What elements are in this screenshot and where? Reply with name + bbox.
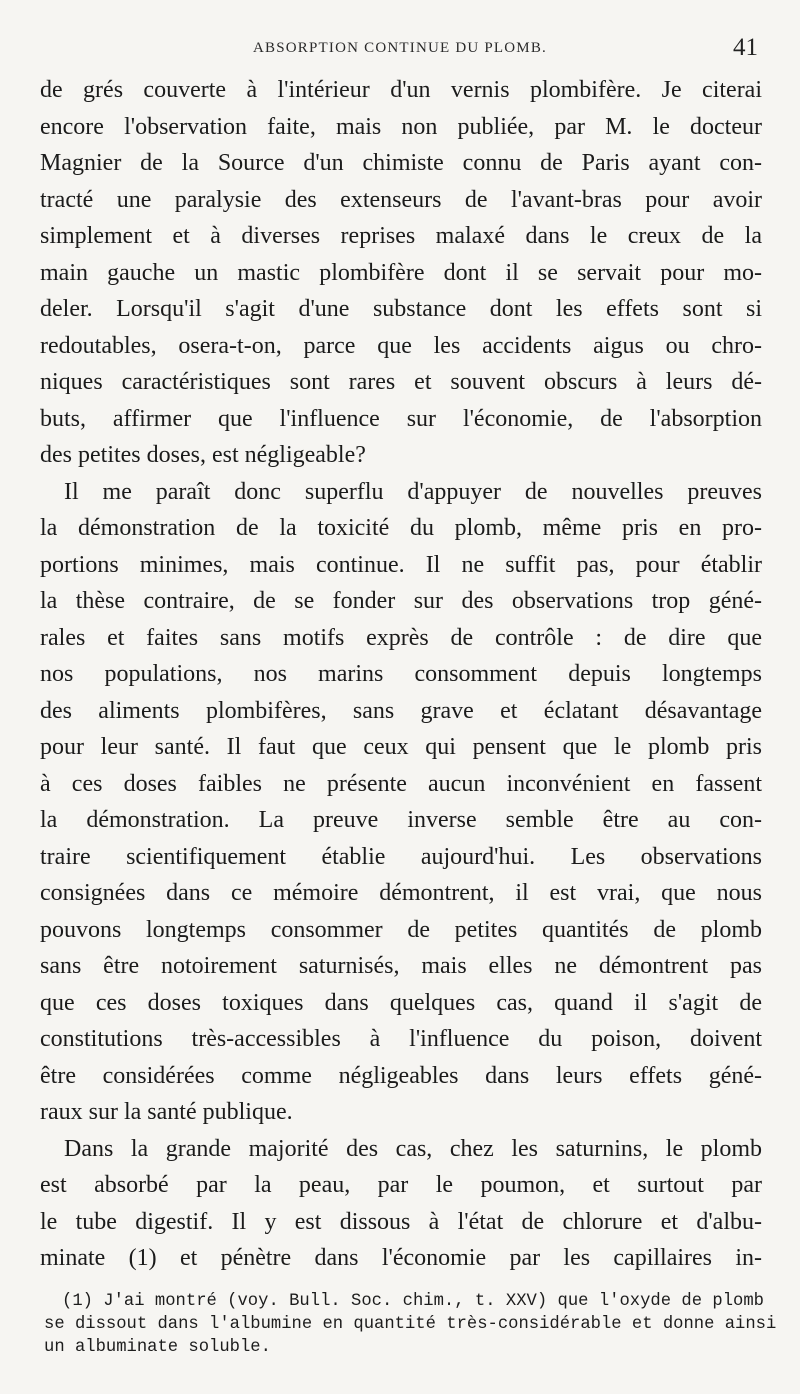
page-number: 41 [733,34,758,61]
text-line: des aliments plombifères, sans grave et éclatant désavantage [40,697,762,724]
text-line: la démonstration. La preuve inverse semble être au con- [40,807,762,833]
text-line: traire scientifiquement établie aujourd'hui. Les observations [40,843,762,870]
text-line: tracté une paralysie des extenseurs de l'avant-bras pour avoir [40,186,762,213]
paragraph [40,1131,762,1277]
text-line: des petites doses, est négligeable? [40,442,366,468]
text-line: à ces doses faibles ne présente aucun inconvénient en fassent [40,770,762,797]
footnote-line: un albuminate soluble. [44,1338,271,1357]
text-line: encore l'observation faite, mais non publiée, par M. le docteur [40,113,762,140]
text-line: la démonstration de la toxicité du plomb, même pris en pro- [40,515,762,541]
text-line: minate (1) et pénètre dans l'économie par les capillaires in- [40,1245,762,1271]
text-line: nos populations, nos marins consomment depuis longtemps [40,661,762,687]
text-line: le tube digestif. Il y est dissous à l'état de chlorure et d'albu- [40,1208,762,1235]
text-line: consignées dans ce mémoire démontrent, il est vrai, que nous [40,880,762,906]
text-line: buts, affirmer que l'influence sur l'économie, de l'absorption [40,405,762,432]
text-line: redoutables, osera-t-on, parce que les accidents aigus ou chro- [40,332,762,359]
text-line: main gauche un mastic plombifère dont il se servait pour mo- [40,259,762,286]
paragraph [40,72,762,474]
footnote [44,1290,777,1359]
text-line: niques caractéristiques sont rares et souvent obscurs à leurs dé- [40,369,762,395]
text-line: rales et faites sans motifs exprès de contrôle : de dire que [40,624,762,651]
running-head: ABSORPTION CONTINUE DU PLOMB. [253,40,547,56]
page-header [40,34,760,64]
paragraph [40,474,762,1131]
text-line: deler. Lorsqu'il s'agit d'une substance dont les effets sont si [40,296,762,322]
text-line: que ces doses toxiques dans quelques cas, quand il s'agit de [40,989,762,1016]
text-line: est absorbé par la peau, par le poumon, et surtout par [40,1172,762,1198]
text-line: constitutions très-accessibles à l'influence du poison, doivent [40,1026,762,1052]
text-line: raux sur la santé publique. [40,1099,293,1125]
text-line: pouvons longtemps consommer de petites quantités de plomb [40,916,762,943]
text-line: Il me paraît donc superflu d'appuyer de nouvelles preuves [64,478,762,505]
footnote-line: se dissout dans l'albumine en quantité très-considérable et donne ainsi [44,1315,777,1334]
footnote-line: (1) J'ai montré (voy. Bull. Soc. chim., t. XXV) que l'oxyde de plomb [62,1292,764,1311]
body-text [40,72,762,1277]
text-line: portions minimes, mais continue. Il ne suffit pas, pour établir [40,551,762,578]
text-line: Magnier de la Source d'un chimiste connu de Paris ayant con- [40,150,762,176]
text-line: être considérées comme négligeables dans leurs effets géné- [40,1062,762,1089]
text-line: sans être notoirement saturnisés, mais elles ne démontrent pas [40,953,762,979]
text-line: de grés couverte à l'intérieur d'un vernis plombifère. Je citerai [40,77,762,103]
text-line: pour leur santé. Il faut que ceux qui pensent que le plomb pris [40,734,762,760]
text-line: Dans la grande majorité des cas, chez les saturnins, le plomb [64,1135,762,1162]
text-line: la thèse contraire, de se fonder sur des observations trop géné- [40,588,762,614]
text-line: simplement et à diverses reprises malaxé dans le creux de la [40,223,762,249]
